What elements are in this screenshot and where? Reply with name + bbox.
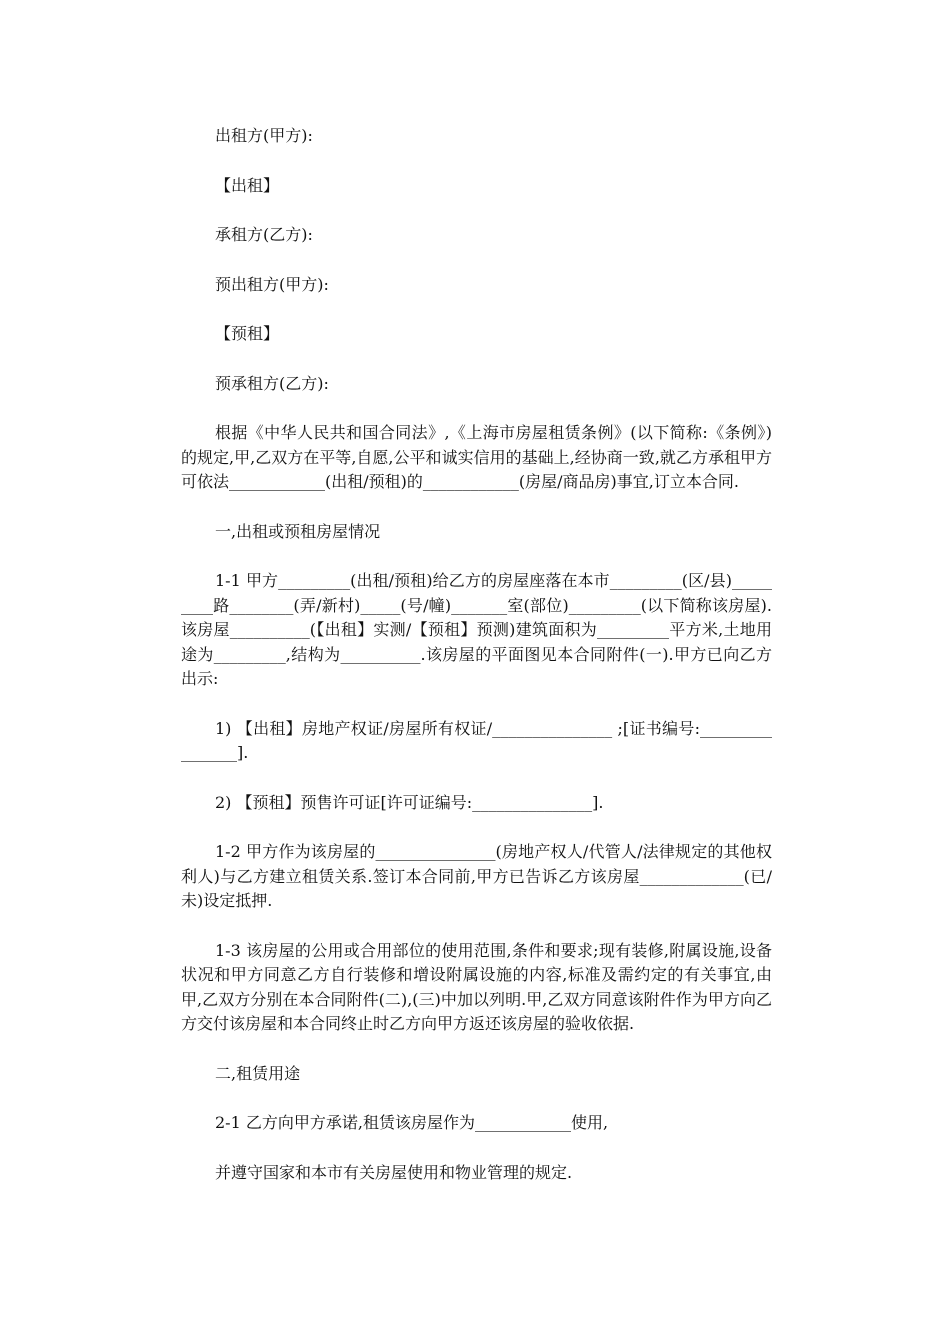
clause-1-2: 1-2 甲方作为该房屋的_______________(房地产权人/代管人/法律规定的其他权利人)与乙方建立租赁关系.签订本合同前,甲方已告诉乙方该房屋_____________(已/未)设定抵押.	[181, 842, 772, 910]
clause-2-1-continuation: 并遵守国家和本市有关房屋使用和物业管理的规定.	[215, 1162, 573, 1182]
contract-preamble: 根据《中华人民共和国合同法》,《上海市房屋租赁条例》(以下简称:《条例》)的规定,甲,乙双方在平等,自愿,公平和诚实信用的基础上,经协商一致,就乙方承租甲方可依法____________(出租/预租)的____________(房屋/商品房)事宜,订立本合同.	[181, 423, 772, 491]
clause-1-1: 1-1 甲方_________(出租/预租)给乙方的房屋座落在本市_________(区/县)_________路________(弄/新村)_____(号/幢)_______室(部位)_________(以下简称该房屋).该房屋__________(【出租】实测/【预租】预测)建筑面积为_________平方米,土地用途为_________,结构为__________.该房屋的平面图见本合同附件(一).甲方已向乙方出示:	[181, 571, 772, 688]
section-1-heading: 一,出租或预租房屋情况	[215, 521, 381, 541]
pre-lessee-label: 预承租方(乙方):	[215, 373, 329, 393]
section-2-heading: 二,租赁用途	[215, 1063, 301, 1083]
rent-section-tag: 【出租】	[215, 175, 280, 195]
lessee-label: 承租方(乙方):	[215, 225, 313, 244]
clause-2-1: 2-1 乙方向甲方承诺,租赁该房屋作为____________使用,	[215, 1113, 609, 1132]
clause-1-3: 1-3 该房屋的公用或合用部位的使用范围,条件和要求;现有装修,附属设施,设备状况和甲方同意乙方自行装修和增设附属设施的内容,标准及需约定的有关事宜,由甲,乙双方分别在本合同附件(二),(三)中加以列明.甲,乙双方同意该附件作为甲方向乙方交付该房屋和本合同终止时乙方向甲方返还该房屋的验收依据.	[181, 940, 772, 1033]
pre-lessor-label: 预出租方(甲方):	[215, 274, 329, 294]
clause-1-1-item-1: 1) 【出租】房地产权证/房屋所有权证/_______________ ;[证书编号:________________].	[181, 718, 772, 762]
prerent-section-tag: 【预租】	[215, 324, 280, 343]
clause-1-1-item-2: 2) 【预租】预售许可证[许可证编号:_______________].	[215, 792, 604, 812]
lessor-label: 出租方(甲方):	[215, 126, 313, 145]
contract-body	[181, 124, 772, 1185]
